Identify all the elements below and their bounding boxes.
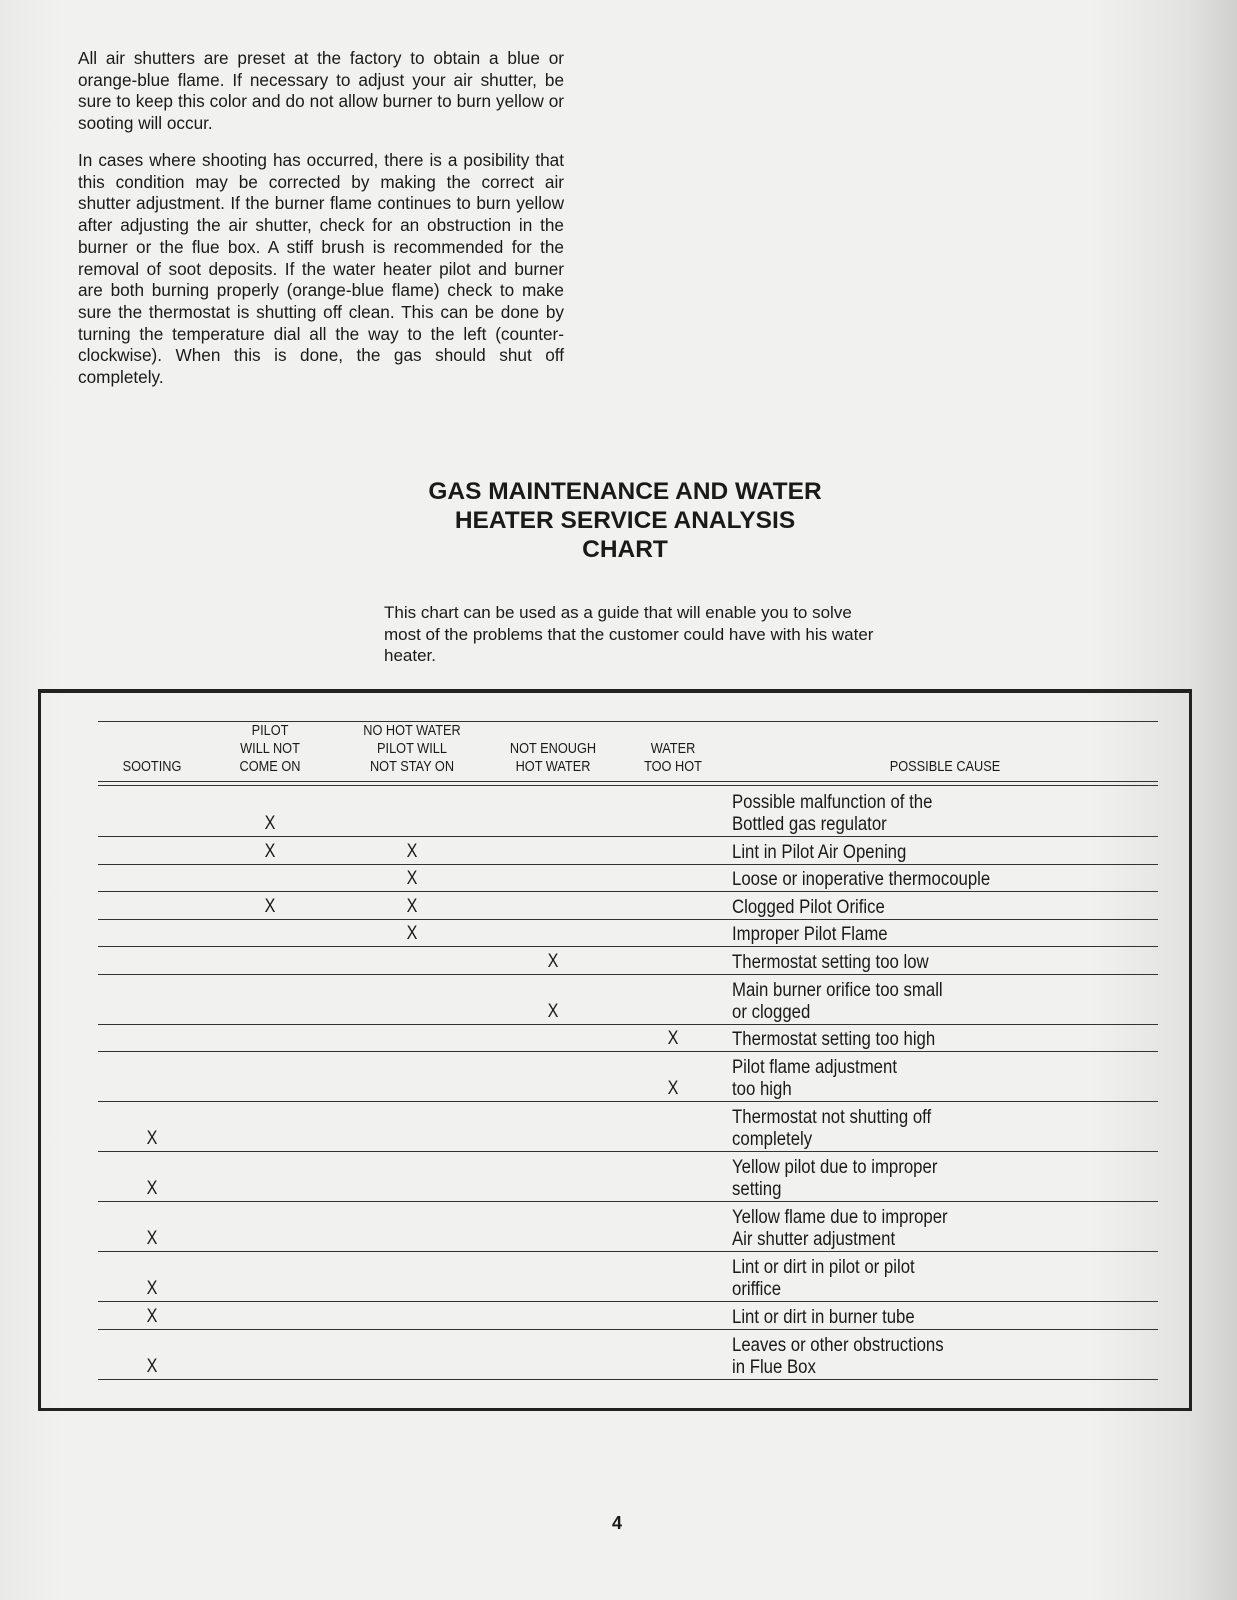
table-row xyxy=(98,946,1158,975)
x-mark: X xyxy=(146,1228,158,1249)
column-header xyxy=(877,758,1013,776)
possible-cause xyxy=(732,841,906,863)
column-header-line: POSSIBLE CAUSE xyxy=(889,758,1001,775)
column-header xyxy=(202,722,338,776)
cause-line: in Flue Box xyxy=(732,1355,816,1378)
shutter-paragraph: All air shutters are preset at the factory to obtain a blue or orange-blue flame. If necessary to adjust your air shutter, be sure to keep this color and do not allow burner to burn yellow or sooting will occur. xyxy=(78,48,564,134)
cause-line: Yellow pilot due to improper xyxy=(732,1156,938,1178)
column-header-line: WILL NOT xyxy=(240,740,300,757)
possible-cause xyxy=(732,979,943,1023)
column-header-line: COME ON xyxy=(239,758,301,775)
table-row xyxy=(98,1051,1158,1102)
table-row xyxy=(98,891,1158,920)
x-mark: X xyxy=(406,895,418,917)
x-mark: X xyxy=(406,868,418,889)
possible-cause xyxy=(732,923,888,945)
x-mark: X xyxy=(667,1078,679,1099)
possible-cause xyxy=(732,1156,937,1200)
x-mark: X xyxy=(146,1278,158,1299)
x-mark: X xyxy=(406,923,418,944)
cause-line: too high xyxy=(732,1078,792,1100)
table-row xyxy=(98,864,1158,893)
x-mark: X xyxy=(547,950,559,972)
cause-line: oriffice xyxy=(732,1278,782,1300)
cause-line: completely xyxy=(732,1128,813,1150)
possible-cause xyxy=(732,1256,915,1300)
column-header xyxy=(344,722,480,776)
possible-cause xyxy=(732,791,932,835)
column-header-line: WATER xyxy=(650,740,696,757)
possible-cause xyxy=(732,896,885,918)
possible-cause xyxy=(732,1306,915,1328)
column-header-line: HOT WATER xyxy=(515,758,591,775)
table-row xyxy=(98,974,1158,1025)
table-row xyxy=(98,836,1158,865)
column-header-line: PILOT xyxy=(251,722,289,739)
table-row xyxy=(98,1151,1158,1202)
column-header-line: PILOT WILL xyxy=(377,740,447,757)
page-number: 4 xyxy=(612,1513,623,1533)
cause-line: Loose or inoperative thermocouple xyxy=(732,868,991,890)
sooting-paragraph: In cases where shooting has occurred, there is a posibility that this condition may be corrected by making the correct air shutter adjustment. If the burner flame continues to burn yellow after adjusting the air shutter, check for an obstruction in the burner or the flue box. A stiff brush is recommended for the removal of soot deposits. If the water heater pilot and burner are both burning properly (orange-blue flame) check to make sure the thermostat is shutting off clean. This can be done by turning the temperature dial all the way to the left (counter-clockwise). When this is done, the gas should shut off completely. xyxy=(78,150,564,388)
column-header-line: NOT STAY ON xyxy=(369,758,455,775)
title-line: HEATER SERVICE ANALYSIS xyxy=(454,507,796,534)
cause-line: Leaves or other obstructions xyxy=(732,1333,944,1356)
cause-line: Main burner orifice too small xyxy=(732,978,943,1001)
x-mark: X xyxy=(146,1178,158,1199)
column-header-line: NO HOT WATER xyxy=(363,722,461,739)
column-header xyxy=(485,740,621,776)
table-row xyxy=(98,1101,1158,1152)
cause-line: Air shutter adjustment xyxy=(732,1228,896,1250)
column-header-line: SOOTING xyxy=(122,758,182,775)
cause-line: Improper Pilot Flame xyxy=(732,923,888,945)
x-mark: X xyxy=(146,1128,158,1149)
possible-cause xyxy=(732,1028,935,1050)
possible-cause xyxy=(732,868,990,890)
cause-line: Lint or dirt in burner tube xyxy=(732,1305,915,1328)
column-header xyxy=(605,740,741,776)
cause-line: Lint in Pilot Air Opening xyxy=(732,840,907,863)
cause-line: Lint or dirt in pilot or pilot xyxy=(732,1256,915,1278)
table-row xyxy=(98,1201,1158,1252)
x-mark: X xyxy=(146,1355,158,1377)
x-mark: X xyxy=(264,895,276,917)
column-header-line: TOO HOT xyxy=(644,758,702,775)
possible-cause xyxy=(732,1106,931,1150)
table-row xyxy=(98,1251,1158,1302)
possible-cause xyxy=(732,1056,897,1100)
table-row xyxy=(98,919,1158,948)
column-header-line: NOT ENOUGH xyxy=(509,740,597,757)
possible-cause xyxy=(732,1334,944,1378)
table-row xyxy=(98,786,1158,837)
cause-line: Possible malfunction of the xyxy=(732,791,933,813)
table-row xyxy=(98,1301,1158,1330)
cause-line: setting xyxy=(732,1178,782,1200)
cause-line: Thermostat setting too high xyxy=(732,1028,936,1050)
table-row xyxy=(98,1329,1158,1380)
title-line: CHART xyxy=(582,536,668,563)
x-mark: X xyxy=(406,840,418,862)
cause-line: or clogged xyxy=(732,1000,811,1023)
cause-line: Bottled gas regulator xyxy=(732,813,887,835)
cause-line: Thermostat setting too low xyxy=(732,950,929,973)
column-header xyxy=(84,758,220,776)
title-line: GAS MAINTENANCE AND WATER xyxy=(428,478,822,505)
table-row xyxy=(98,1024,1158,1053)
possible-cause xyxy=(732,951,929,973)
x-mark: X xyxy=(547,1000,559,1022)
cause-line: Clogged Pilot Orifice xyxy=(732,895,885,918)
chart-title xyxy=(330,477,920,564)
x-mark: X xyxy=(264,840,276,862)
cause-line: Yellow flame due to improper xyxy=(732,1206,948,1228)
possible-cause xyxy=(732,1206,948,1250)
x-mark: X xyxy=(146,1305,158,1327)
x-mark: X xyxy=(264,813,276,834)
x-mark: X xyxy=(667,1028,679,1049)
cause-line: Thermostat not shutting off xyxy=(732,1106,932,1128)
cause-line: Pilot flame adjustment xyxy=(732,1056,897,1078)
chart-intro: This chart can be used as a guide that will enable you to solve most of the problems that the customer could have with his water heater. xyxy=(384,603,874,665)
